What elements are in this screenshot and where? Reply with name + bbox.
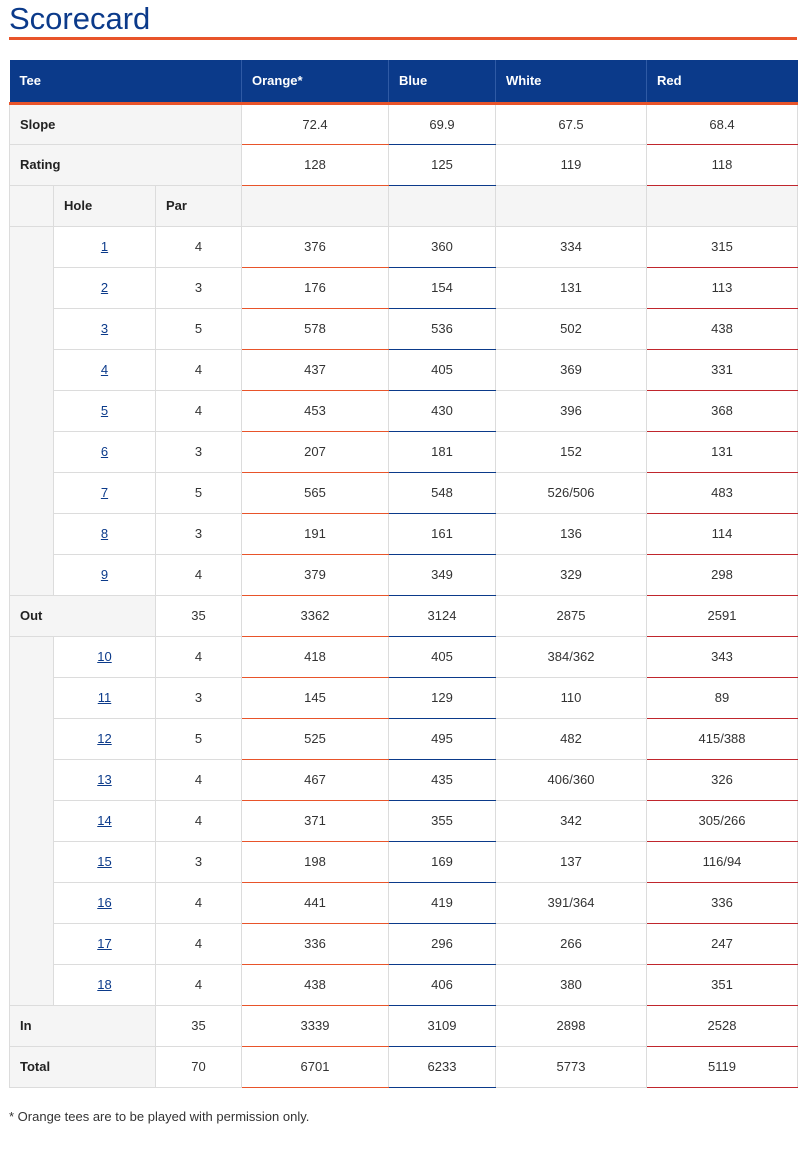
out-white: 2875 bbox=[496, 595, 647, 636]
hole-par: 3 bbox=[156, 431, 242, 472]
yardage-blue: 129 bbox=[389, 677, 496, 718]
rating-label: Rating bbox=[10, 144, 242, 185]
hole-number-cell bbox=[54, 759, 156, 800]
total-blue: 6233 bbox=[389, 1046, 496, 1087]
hole-row bbox=[10, 718, 798, 759]
yardage-blue: 430 bbox=[389, 390, 496, 431]
hole-par: 4 bbox=[156, 964, 242, 1005]
yardage-blue: 161 bbox=[389, 513, 496, 554]
yardage-orange: 376 bbox=[242, 226, 389, 267]
total-white: 5773 bbox=[496, 1046, 647, 1087]
hole-par: 5 bbox=[156, 718, 242, 759]
hole-row bbox=[10, 964, 798, 1005]
hole-row bbox=[10, 308, 798, 349]
hole-par: 4 bbox=[156, 390, 242, 431]
hole-par: 4 bbox=[156, 800, 242, 841]
hole-number-cell bbox=[54, 964, 156, 1005]
rating-white: 119 bbox=[496, 144, 647, 185]
yardage-red: 343 bbox=[647, 636, 798, 677]
yardage-orange: 371 bbox=[242, 800, 389, 841]
yardage-red: 247 bbox=[647, 923, 798, 964]
yardage-orange: 145 bbox=[242, 677, 389, 718]
title-underline bbox=[9, 37, 797, 40]
hole-number-cell bbox=[54, 677, 156, 718]
hole-link[interactable]: 2 bbox=[100, 280, 109, 295]
slope-blue: 69.9 bbox=[389, 103, 496, 144]
hole-par: 3 bbox=[156, 513, 242, 554]
yardage-white: 152 bbox=[496, 431, 647, 472]
total-red: 5119 bbox=[647, 1046, 798, 1087]
hole-number-cell bbox=[54, 472, 156, 513]
subheader-blank bbox=[496, 185, 647, 226]
yardage-blue: 495 bbox=[389, 718, 496, 759]
yardage-blue: 169 bbox=[389, 841, 496, 882]
hole-row bbox=[10, 882, 798, 923]
hole-number-cell bbox=[54, 349, 156, 390]
yardage-blue: 405 bbox=[389, 636, 496, 677]
yardage-red: 114 bbox=[647, 513, 798, 554]
yardage-orange: 453 bbox=[242, 390, 389, 431]
hole-number-cell bbox=[54, 513, 156, 554]
yardage-orange: 578 bbox=[242, 308, 389, 349]
hole-par: 4 bbox=[156, 923, 242, 964]
yardage-white: 384/362 bbox=[496, 636, 647, 677]
yardage-white: 266 bbox=[496, 923, 647, 964]
yardage-white: 502 bbox=[496, 308, 647, 349]
yardage-blue: 181 bbox=[389, 431, 496, 472]
hole-link[interactable]: 7 bbox=[100, 485, 109, 500]
subheader-blank bbox=[389, 185, 496, 226]
hole-group-spacer bbox=[10, 226, 54, 595]
rating-red: 118 bbox=[647, 144, 798, 185]
slope-orange: 72.4 bbox=[242, 103, 389, 144]
yardage-blue: 405 bbox=[389, 349, 496, 390]
hole-row bbox=[10, 636, 798, 677]
yardage-orange: 441 bbox=[242, 882, 389, 923]
yardage-red: 336 bbox=[647, 882, 798, 923]
yardage-blue: 406 bbox=[389, 964, 496, 1005]
hole-number-cell bbox=[54, 636, 156, 677]
in-par: 35 bbox=[156, 1005, 242, 1046]
yardage-blue: 548 bbox=[389, 472, 496, 513]
yardage-red: 305/266 bbox=[647, 800, 798, 841]
header-tee-red: Red bbox=[647, 60, 798, 103]
yardage-blue: 536 bbox=[389, 308, 496, 349]
hole-number-cell bbox=[54, 267, 156, 308]
hole-par: 3 bbox=[156, 677, 242, 718]
hole-row bbox=[10, 923, 798, 964]
hole-par: 4 bbox=[156, 554, 242, 595]
out-par: 35 bbox=[156, 595, 242, 636]
hole-row bbox=[10, 226, 798, 267]
yardage-orange: 198 bbox=[242, 841, 389, 882]
hole-row bbox=[10, 349, 798, 390]
out-label: Out bbox=[10, 595, 156, 636]
yardage-red: 326 bbox=[647, 759, 798, 800]
hole-link[interactable]: 14 bbox=[97, 813, 112, 828]
yardage-white: 482 bbox=[496, 718, 647, 759]
out-red: 2591 bbox=[647, 595, 798, 636]
hole-link[interactable]: 9 bbox=[100, 567, 109, 582]
yardage-red: 351 bbox=[647, 964, 798, 1005]
hole-row bbox=[10, 554, 798, 595]
yardage-white: 334 bbox=[496, 226, 647, 267]
footnote: * Orange tees are to be played with permission only. bbox=[9, 1109, 310, 1124]
hole-link[interactable]: 17 bbox=[97, 936, 112, 951]
hole-link[interactable]: 3 bbox=[100, 321, 109, 336]
slope-white: 67.5 bbox=[496, 103, 647, 144]
hole-row bbox=[10, 390, 798, 431]
page-title: Scorecard bbox=[9, 1, 151, 36]
hole-par: 5 bbox=[156, 472, 242, 513]
hole-number-cell bbox=[54, 841, 156, 882]
yardage-orange: 467 bbox=[242, 759, 389, 800]
yardage-blue: 419 bbox=[389, 882, 496, 923]
subheader-row bbox=[10, 185, 798, 226]
hole-row bbox=[10, 431, 798, 472]
front-nine bbox=[10, 226, 798, 595]
hole-row bbox=[10, 472, 798, 513]
hole-link[interactable]: 18 bbox=[97, 977, 112, 992]
hole-link[interactable]: 12 bbox=[97, 731, 112, 746]
yardage-white: 380 bbox=[496, 964, 647, 1005]
total-label: Total bbox=[10, 1046, 156, 1087]
hole-par: 5 bbox=[156, 308, 242, 349]
subheader-blank bbox=[647, 185, 798, 226]
yardage-red: 113 bbox=[647, 267, 798, 308]
out-orange: 3362 bbox=[242, 595, 389, 636]
yardage-blue: 296 bbox=[389, 923, 496, 964]
in-row bbox=[10, 1005, 798, 1046]
in-red: 2528 bbox=[647, 1005, 798, 1046]
subheader-hole: Hole bbox=[54, 185, 156, 226]
hole-row bbox=[10, 677, 798, 718]
yardage-orange: 565 bbox=[242, 472, 389, 513]
rating-blue: 125 bbox=[389, 144, 496, 185]
hole-par: 4 bbox=[156, 759, 242, 800]
yardage-blue: 435 bbox=[389, 759, 496, 800]
yardage-orange: 336 bbox=[242, 923, 389, 964]
hole-par: 4 bbox=[156, 882, 242, 923]
yardage-blue: 360 bbox=[389, 226, 496, 267]
hole-number-cell bbox=[54, 800, 156, 841]
yardage-orange: 437 bbox=[242, 349, 389, 390]
yardage-orange: 525 bbox=[242, 718, 389, 759]
yardage-red: 483 bbox=[647, 472, 798, 513]
yardage-red: 315 bbox=[647, 226, 798, 267]
hole-link[interactable]: 8 bbox=[100, 526, 109, 541]
hole-row bbox=[10, 513, 798, 554]
subheader-spacer bbox=[10, 185, 54, 226]
in-white: 2898 bbox=[496, 1005, 647, 1046]
yardage-red: 331 bbox=[647, 349, 798, 390]
hole-link[interactable]: 16 bbox=[97, 895, 112, 910]
rating-row bbox=[10, 144, 798, 185]
yardage-red: 89 bbox=[647, 677, 798, 718]
subheader-blank bbox=[242, 185, 389, 226]
yardage-white: 406/360 bbox=[496, 759, 647, 800]
yardage-white: 136 bbox=[496, 513, 647, 554]
total-orange: 6701 bbox=[242, 1046, 389, 1087]
yardage-orange: 207 bbox=[242, 431, 389, 472]
header-tee-white: White bbox=[496, 60, 647, 103]
yardage-orange: 379 bbox=[242, 554, 389, 595]
hole-group-spacer bbox=[10, 636, 54, 1005]
yardage-blue: 349 bbox=[389, 554, 496, 595]
in-label: In bbox=[10, 1005, 156, 1046]
subheader-par: Par bbox=[156, 185, 242, 226]
hole-par: 4 bbox=[156, 636, 242, 677]
in-orange: 3339 bbox=[242, 1005, 389, 1046]
hole-number-cell bbox=[54, 431, 156, 472]
hole-number-cell bbox=[54, 390, 156, 431]
hole-link[interactable]: 13 bbox=[97, 772, 112, 787]
yardage-white: 131 bbox=[496, 267, 647, 308]
yardage-blue: 355 bbox=[389, 800, 496, 841]
in-blue: 3109 bbox=[389, 1005, 496, 1046]
hole-row bbox=[10, 800, 798, 841]
hole-number-cell bbox=[54, 554, 156, 595]
total-par: 70 bbox=[156, 1046, 242, 1087]
yardage-white: 396 bbox=[496, 390, 647, 431]
hole-par: 3 bbox=[156, 841, 242, 882]
slope-row bbox=[10, 103, 798, 144]
yardage-orange: 438 bbox=[242, 964, 389, 1005]
yardage-orange: 176 bbox=[242, 267, 389, 308]
hole-par: 4 bbox=[156, 349, 242, 390]
yardage-orange: 418 bbox=[242, 636, 389, 677]
yardage-red: 116/94 bbox=[647, 841, 798, 882]
hole-link[interactable]: 11 bbox=[97, 690, 112, 705]
yardage-red: 438 bbox=[647, 308, 798, 349]
yardage-white: 329 bbox=[496, 554, 647, 595]
out-blue: 3124 bbox=[389, 595, 496, 636]
scorecard-table bbox=[9, 60, 798, 1088]
yardage-white: 342 bbox=[496, 800, 647, 841]
hole-number-cell bbox=[54, 226, 156, 267]
yardage-white: 369 bbox=[496, 349, 647, 390]
hole-row bbox=[10, 841, 798, 882]
hole-link[interactable]: 15 bbox=[97, 854, 112, 869]
hole-number-cell bbox=[54, 308, 156, 349]
header-tee-orange: Orange* bbox=[242, 60, 389, 103]
slope-label: Slope bbox=[10, 103, 242, 144]
header-row bbox=[10, 60, 798, 103]
hole-par: 4 bbox=[156, 226, 242, 267]
hole-link[interactable]: 10 bbox=[97, 649, 112, 664]
hole-number-cell bbox=[54, 882, 156, 923]
rating-orange: 128 bbox=[242, 144, 389, 185]
yardage-white: 391/364 bbox=[496, 882, 647, 923]
yardage-white: 137 bbox=[496, 841, 647, 882]
hole-link[interactable]: 1 bbox=[100, 239, 109, 254]
hole-row bbox=[10, 267, 798, 308]
yardage-orange: 191 bbox=[242, 513, 389, 554]
hole-link[interactable]: 5 bbox=[100, 403, 109, 418]
yardage-red: 415/388 bbox=[647, 718, 798, 759]
back-nine bbox=[10, 636, 798, 1005]
out-row bbox=[10, 595, 798, 636]
hole-number-cell bbox=[54, 718, 156, 759]
yardage-red: 131 bbox=[647, 431, 798, 472]
slope-red: 68.4 bbox=[647, 103, 798, 144]
yardage-white: 526/506 bbox=[496, 472, 647, 513]
yardage-blue: 154 bbox=[389, 267, 496, 308]
yardage-white: 110 bbox=[496, 677, 647, 718]
hole-par: 3 bbox=[156, 267, 242, 308]
total-row bbox=[10, 1046, 798, 1087]
hole-link[interactable]: 4 bbox=[100, 362, 109, 377]
hole-link[interactable]: 6 bbox=[100, 444, 109, 459]
hole-number-cell bbox=[54, 923, 156, 964]
yardage-red: 298 bbox=[647, 554, 798, 595]
header-tee-blue: Blue bbox=[389, 60, 496, 103]
header-tee: Tee bbox=[10, 60, 242, 103]
yardage-red: 368 bbox=[647, 390, 798, 431]
hole-row bbox=[10, 759, 798, 800]
